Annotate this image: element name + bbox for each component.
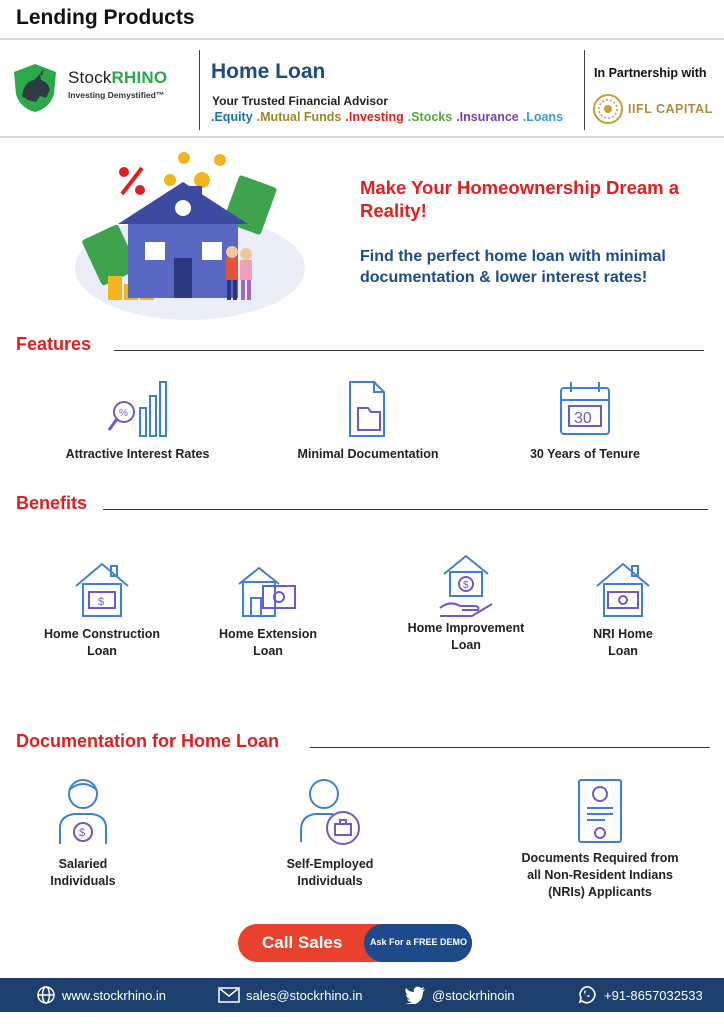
feature-label: Minimal Documentation — [297, 447, 439, 461]
product-title: Home Loan — [211, 60, 326, 83]
feature-minimal-documentation — [282, 378, 454, 463]
doc-self-employed — [262, 776, 398, 890]
doc-label-line1: Documents Required from — [521, 851, 679, 865]
brand-tagline: Investing Demystified™ — [68, 90, 165, 100]
benefits-heading: Benefits — [16, 493, 88, 513]
salaried-person-icon — [54, 776, 112, 848]
benefits-divider — [103, 509, 708, 510]
hand-house-money-icon — [436, 552, 496, 620]
website-text: www.stockrhino.in — [62, 987, 167, 1003]
service-mutual-funds[interactable]: .Mutual Funds — [256, 110, 342, 124]
free-demo-button[interactable] — [364, 924, 472, 962]
house-dollar-icon — [73, 558, 131, 620]
feature-interest-rates — [50, 378, 225, 463]
benefit-label-line1: NRI Home — [593, 627, 653, 641]
calendar-icon — [555, 378, 615, 440]
benefit-label-line2: Loan — [87, 644, 117, 658]
advisor-line: Your Trusted Financial Advisor — [212, 94, 389, 108]
call-sales-button[interactable] — [238, 924, 472, 962]
feature-label: Attractive Interest Rates — [65, 447, 210, 461]
whatsapp-icon — [576, 984, 598, 1006]
page-title: Lending Products — [16, 6, 195, 29]
feature-tenure — [512, 378, 658, 463]
benefit-label-line2: Loan — [608, 644, 638, 658]
service-equity[interactable]: .Equity — [211, 110, 253, 124]
service-loans[interactable]: .Loans — [522, 110, 564, 124]
folder-document-icon — [338, 378, 398, 440]
features-heading: Features — [16, 334, 92, 354]
email-text: sales@stockrhino.in — [246, 987, 363, 1003]
twitter-text: @stockrhinoin — [432, 987, 515, 1003]
footer-phone[interactable] — [576, 984, 703, 1006]
service-insurance[interactable]: .Insurance — [456, 110, 519, 124]
header-divider — [199, 50, 200, 130]
services-list — [211, 110, 567, 124]
benefit-label-line1: Home Extension — [219, 627, 317, 641]
free-demo-label: Ask For a FREE DEMO — [370, 937, 468, 947]
header-band — [0, 38, 724, 138]
benefit-label-line1: Home Improvement — [407, 621, 525, 635]
benefit-home-construction — [32, 558, 172, 660]
benefit-home-improvement — [396, 552, 536, 654]
brand-prefix: Stock — [68, 68, 112, 87]
iifl-logo[interactable] — [592, 92, 722, 126]
svg-text:$: $ — [98, 596, 105, 608]
self-employed-person-icon — [297, 776, 363, 848]
benefit-label-line1: Home Construction — [44, 627, 160, 641]
doc-nri-applicants — [505, 776, 695, 901]
chart-magnifier-icon — [106, 378, 170, 440]
iifl-emblem-icon — [592, 93, 624, 125]
documentation-heading: Documentation for Home Loan — [16, 731, 280, 751]
house-couple-illustration — [70, 150, 310, 325]
house-cash-icon — [594, 558, 652, 620]
stockrhino-logo[interactable] — [10, 62, 200, 118]
doc-label-line2: Individuals — [297, 874, 363, 888]
doc-label-line2: Individuals — [50, 874, 116, 888]
phone-text: +91-8657032533 — [604, 987, 703, 1003]
svg-text:%: % — [118, 408, 128, 419]
doc-label-line3: (NRIs) Applicants — [548, 885, 652, 899]
globe-icon — [36, 985, 56, 1005]
partner-label: In Partnership with — [594, 66, 707, 80]
doc-label-line1: Salaried — [58, 857, 108, 871]
rhino-shield-icon — [10, 62, 60, 114]
doc-label-line2: all Non-Resident Indians — [527, 868, 673, 882]
header-divider-right — [584, 50, 585, 130]
footer-bar — [0, 978, 724, 1012]
house-extension-icon — [237, 558, 299, 620]
hero-headline: Make Your Homeownership Dream a Reality! — [360, 177, 680, 221]
brand-bold: RHINO — [111, 68, 168, 87]
envelope-icon — [218, 986, 240, 1004]
feature-label: 30 Years of Tenure — [529, 447, 640, 461]
footer-website[interactable] — [36, 984, 166, 1006]
twitter-icon — [404, 986, 426, 1004]
benefit-label-line2: Loan — [253, 644, 283, 658]
benefit-nri-home — [566, 558, 680, 660]
documentation-divider — [310, 747, 710, 748]
hero-subline: Find the perfect home loan with minimal documentation & lower interest rates! — [360, 248, 666, 286]
call-sales-label: Call Sales — [262, 933, 343, 952]
doc-salaried — [40, 776, 126, 890]
benefit-home-extension — [200, 558, 336, 660]
footer-twitter[interactable] — [404, 984, 515, 1006]
calendar-number: 30 — [574, 410, 592, 427]
partner-name: IIFL CAPITAL — [628, 102, 713, 116]
doc-label-line1: Self-Employed — [286, 857, 374, 871]
document-certificate-icon — [575, 776, 625, 846]
svg-text:$: $ — [463, 580, 469, 591]
features-divider — [114, 350, 704, 351]
service-investing[interactable]: .Investing — [345, 110, 404, 124]
service-stocks[interactable]: .Stocks — [407, 110, 453, 124]
benefit-label-line2: Loan — [451, 638, 481, 652]
svg-text:$: $ — [79, 827, 86, 839]
footer-email[interactable] — [218, 984, 363, 1006]
